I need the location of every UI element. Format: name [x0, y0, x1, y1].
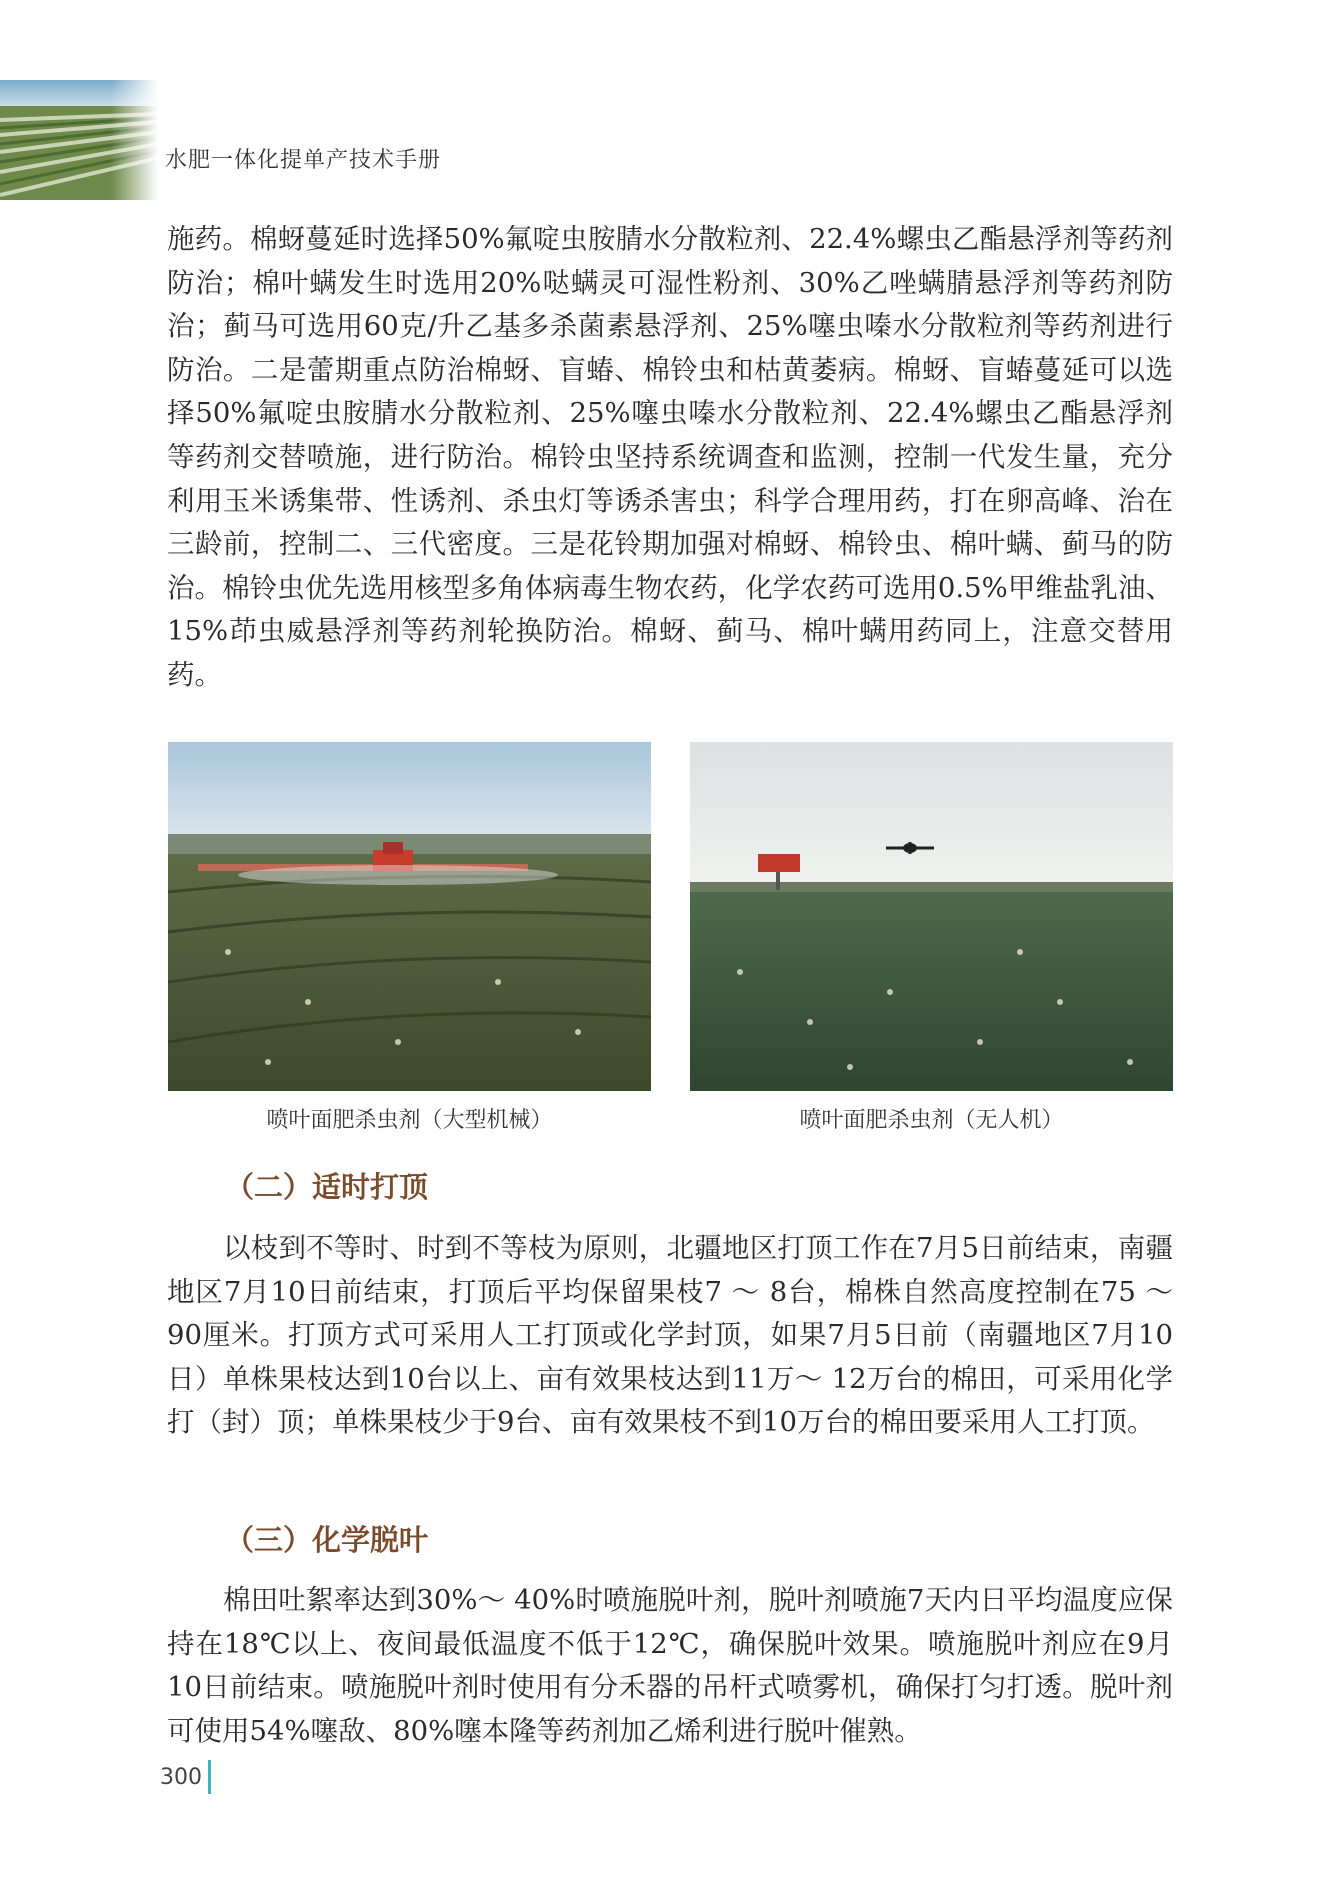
header-cotton-field-photo — [0, 80, 158, 200]
photo-large-sprayer — [168, 742, 651, 1091]
book-title: 水肥一体化提单产技术手册 — [165, 148, 442, 173]
paragraph-pest-control: 施药。棉蚜蔓延时选择50%氟啶虫胺腈水分散粒剂、22.4%螺虫乙酯悬浮剂等药剂防治；棉叶螨发生时选用20%哒螨灵可湿性粉剂、30%乙唑螨腈悬浮剂等药剂防治；蓟马可选用60克/升乙基多杀菌素悬浮剂、25%噻虫嗪水分散粒剂等药剂进行防治。二是蕾期重点防治棉蚜、盲蝽、棉铃虫和枯黄萎病。棉蚜、盲蝽蔓延可以选择50%氟啶虫胺腈水分散粒剂、25%噻虫嗪水分散粒剂、22.4%螺虫乙酯悬浮剂等药剂交替喷施，进行防治。棉铃虫坚持系统调查和监测，控制一代发生量，充分利用玉米诱集带、性诱剂、杀虫灯等诱杀害虫；科学合理用药，打在卵高峰、治在三龄前，控制二、三代密度。三是花铃期加强对棉蚜、棉铃虫、棉叶螨、蓟马的防治。棉铃虫优先选用核型多角体病毒生物农药，化学农药可选用0.5%甲维盐乳油、15%茚虫威悬浮剂等药剂轮换防治。棉蚜、蓟马、棉叶螨用药同上，注意交替用药。 — [167, 223, 1173, 691]
section-heading-defoliation: （三）化学脱叶 — [225, 1523, 429, 1557]
page-number-accent-bar — [208, 1760, 211, 1794]
paragraph-topping: 以枝到不等时、时到不等枝为原则，北疆地区打顶工作在7月5日前结束，南疆地区7月10日前结束，打顶后平均保留果枝7 ～ 8台，棉株自然高度控制在75 ～ 90厘米。打顶方式可采用人工打顶或化学封顶，如果7月5日前（南疆地区7月10日）单株果枝达到10台以上、亩有效果枝达到11万～ 12万台的棉田，可采用化学打（封）顶；单株果枝少于9台、亩有效果枝不到10万台的棉田要采用人工打顶。 — [167, 1232, 1173, 1439]
caption-drone-sprayer: 喷叶面肥杀虫剂（无人机） — [799, 1108, 1064, 1133]
section-heading-topping: （二）适时打顶 — [225, 1170, 429, 1204]
paragraph-defoliation: 棉田吐絮率达到30%～ 40%时喷施脱叶剂，脱叶剂喷施7天内日平均温度应保持在18℃以上、夜间最低温度不低于12℃，确保脱叶效果。喷施脱叶剂应在9月10日前结束。喷施脱叶剂时使用有分禾器的吊杆式喷雾机，确保打匀打透。脱叶剂可使用54%噻敌、80%噻本隆等药剂加乙烯利进行脱叶催熟。 — [167, 1584, 1173, 1747]
photo-drone-sprayer — [690, 742, 1173, 1091]
page-number: 300 — [160, 1765, 202, 1790]
caption-large-sprayer: 喷叶面肥杀虫剂（大型机械） — [266, 1108, 553, 1133]
